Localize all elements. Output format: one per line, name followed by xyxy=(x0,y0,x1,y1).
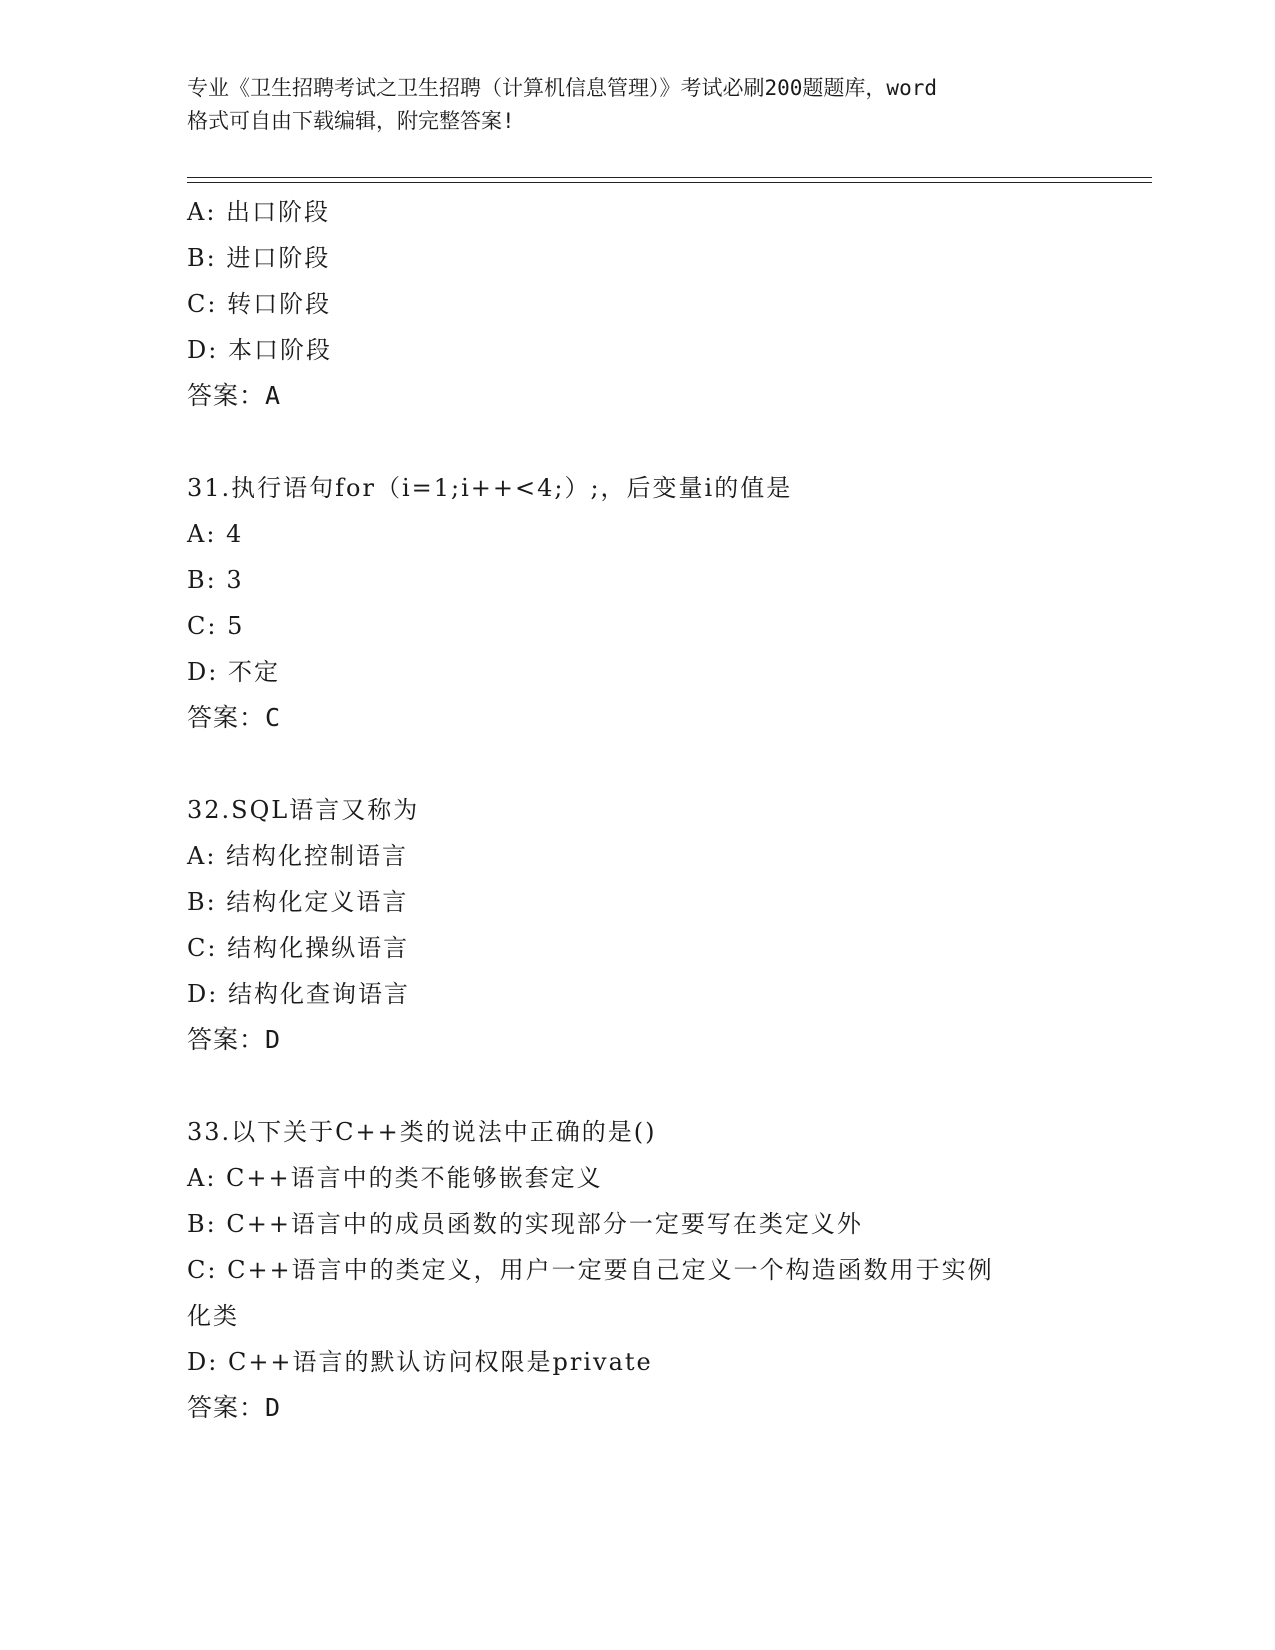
answer xyxy=(187,1017,1087,1063)
option-c: C: 5 xyxy=(187,612,245,640)
answer xyxy=(187,695,1087,741)
option-d: D: 本口阶段 xyxy=(187,336,332,364)
option-a: A: 出口阶段 xyxy=(187,198,331,226)
option-d: D: 结构化查询语言 xyxy=(187,980,410,1008)
option-d: D: C++语言的默认访问权限是private xyxy=(187,1348,653,1376)
option-b: B: 结构化定义语言 xyxy=(187,888,409,916)
option-c: C: C++语言中的类定义，用户一定要自己定义一个构造函数用于实例 xyxy=(187,1256,994,1284)
answer-label: 答案： xyxy=(187,1393,266,1422)
header-line-1: 专业《卫生招聘考试之卫生招聘（计算机信息管理）》考试必刷200题题库，word xyxy=(187,76,937,100)
header-divider-bottom xyxy=(187,182,1152,183)
answer-value: A xyxy=(265,381,282,410)
option-a: A: 结构化控制语言 xyxy=(187,842,409,870)
answer xyxy=(187,1385,1087,1431)
answer-label: 答案： xyxy=(187,381,266,410)
question-32 xyxy=(187,787,1087,1063)
option-d: D: 不定 xyxy=(187,658,280,686)
document-header xyxy=(187,72,1087,138)
answer-value: C xyxy=(265,703,282,732)
option-a: A: 4 xyxy=(187,520,244,548)
option-b: B: 进口阶段 xyxy=(187,244,331,272)
answer-value: D xyxy=(265,1025,282,1054)
answer-value: D xyxy=(265,1393,282,1422)
question-31 xyxy=(187,465,1087,741)
answer-label: 答案： xyxy=(187,703,266,732)
option-b: B: 3 xyxy=(187,566,244,594)
answer xyxy=(187,373,1087,419)
header-line-2: 格式可自由下载编辑，附完整答案! xyxy=(187,109,515,133)
option-a: A: C++语言中的类不能够嵌套定义 xyxy=(187,1164,603,1192)
header-divider-top xyxy=(187,177,1152,178)
question-list xyxy=(187,189,1087,1431)
question-33 xyxy=(187,1109,1087,1431)
option-c: C: 结构化操纵语言 xyxy=(187,934,410,962)
question-text: 31.执行语句for（i=1;i++<4;）;，后变量i的值是 xyxy=(187,474,793,502)
question-text: 33.以下关于C++类的说法中正确的是() xyxy=(187,1118,657,1146)
option-b: B: C++语言中的成员函数的实现部分一定要写在类定义外 xyxy=(187,1210,863,1238)
question-30 xyxy=(187,189,1087,419)
answer-label: 答案： xyxy=(187,1025,266,1054)
question-text: 32.SQL语言又称为 xyxy=(187,796,420,824)
option-c-continued: 化类 xyxy=(187,1302,239,1330)
option-c: C: 转口阶段 xyxy=(187,290,332,318)
